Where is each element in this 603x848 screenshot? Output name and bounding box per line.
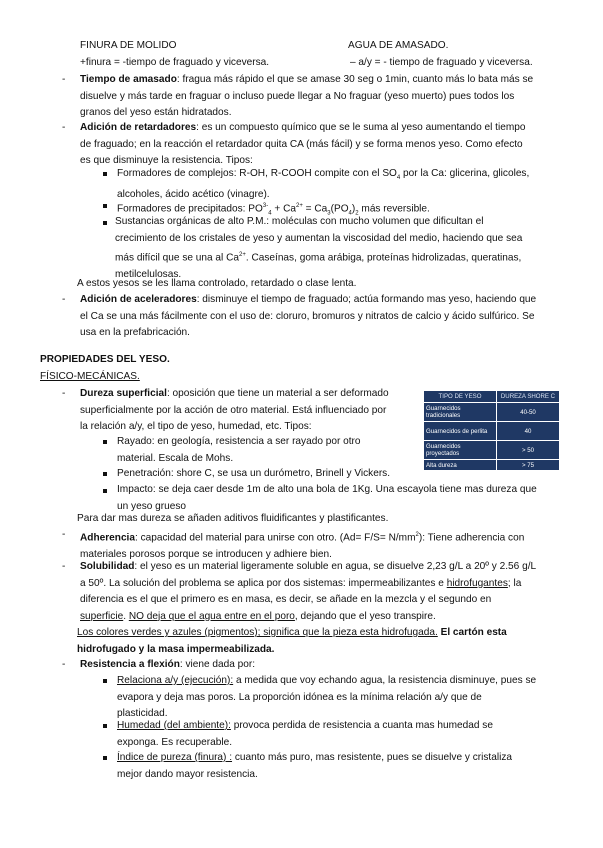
flexion-label: Resistencia a flexión <box>80 659 180 670</box>
tiempo-text: granos del yeso están hidratados. <box>80 107 232 118</box>
text: Formadores de precipitados: PO <box>117 203 263 215</box>
solubilidad-text: : el yeso es un material ligeramente soluble en agua, se disuelve 2,23 g/L a 20º y 2.56 g/L <box>134 561 537 572</box>
text: Penetración: shore C, se usa un durómetro, Brinell y Vickers. <box>117 468 391 479</box>
aceleradores-text: : disminuye el tiempo de fraguado; actúa formando mas yeso, haciendo que <box>196 294 537 305</box>
superscript: 3- <box>262 203 269 209</box>
text: exponga. Es recuperable. <box>117 736 233 748</box>
dureza-item <box>80 386 425 436</box>
retardadores-note: A estos yesos se les llama controlado, retardado o clase lenta. <box>77 278 357 289</box>
text: + Ca <box>271 203 296 215</box>
text: (PO <box>330 203 349 215</box>
retardadores-text: de fraguado; en la reacción el retardador quita CA (más fácil) y se forma menos yeso. Como efecto <box>80 138 523 150</box>
aceleradores-text: el Ca se una más fácilmente con el uso de: cloruro, bromuros y nitratos de calcio y ácido sulfúrico. Se <box>80 310 535 322</box>
pureza-subitem <box>117 750 582 783</box>
solubilidad-text: hidrofugantes <box>446 577 508 589</box>
text: Rayado: en geología, resistencia a ser rayado por otro <box>117 436 361 447</box>
solubilidad-note <box>77 625 582 658</box>
finura-line: +finura = -tiempo de fraguado y viceversa. <box>80 57 270 68</box>
dureza-text: : oposición que tiene un material a ser deformado <box>166 388 389 399</box>
humedad-subitem <box>117 718 582 751</box>
table-row <box>424 441 560 460</box>
table-cell: Guarnecidos proyectados <box>424 441 497 460</box>
table-cell: Alta dureza <box>424 460 497 471</box>
solubilidad-text: ; la <box>507 577 522 589</box>
subscript: 3 <box>327 210 331 217</box>
tiempo-label: Tiempo de amasado <box>80 74 177 85</box>
aceleradores-text: usa en la prefabricación. <box>80 327 190 338</box>
text: a medida que voy echando agua, la resistencia disminuye, pues se <box>233 675 537 686</box>
square-bullet <box>103 221 107 225</box>
square-bullet <box>103 724 107 728</box>
penetracion-subitem <box>117 466 417 483</box>
table-cell: Guarnecidos tradicionales <box>424 403 497 422</box>
solubilidad-label: Solubilidad <box>80 561 135 572</box>
dureza-note: Para dar mas dureza se añaden aditivos fluidificantes y plastificantes. <box>77 513 389 524</box>
dash-bullet: - <box>62 529 66 540</box>
retardadores-label: Adición de retardadores <box>80 122 197 133</box>
adherencia-item <box>80 527 580 563</box>
adherencia-text: ): Tiene adherencia con <box>418 532 525 544</box>
table-row <box>424 422 560 441</box>
solubilidad-text: , dejando que el yeso transpire. <box>294 610 436 622</box>
text: Sustancias orgánicas de alto P.M.: moléculas con mucho volumen que dificultan el <box>115 216 484 227</box>
aceleradores-label: Adición de aceleradores <box>80 294 197 305</box>
text: = Ca <box>302 203 328 215</box>
square-bullet <box>103 472 107 476</box>
subsection-title: FÍSICO-MECÁNICAS. <box>40 371 140 382</box>
tiempo-text: : fragua más rápido el que se amase 30 seg o 1min, cuanto más lo bata más se <box>176 74 534 85</box>
tiempo-text: disuelve y más tarde en fraguar o incluso puede llegar a No fraguar (yeso muerto) pues todos los <box>80 90 515 102</box>
subscript: 4 <box>348 210 352 217</box>
tiempo-amasado-item <box>80 72 580 122</box>
text: mejor dando mayor resistencia. <box>117 768 258 780</box>
text: Humedad (del ambiente): <box>117 720 231 731</box>
dash-bullet: - <box>62 74 66 85</box>
text: más reversible. <box>358 203 430 215</box>
organicas-subitem <box>115 214 580 283</box>
text: Formadores de complejos: R-OH, R-COOH compite con el SO <box>117 168 397 179</box>
square-bullet <box>103 489 107 493</box>
text: plasticidad. <box>117 708 168 719</box>
retardadores-item <box>80 120 580 170</box>
solubilidad-text: NO deja que el agua entre en el poro <box>128 610 295 622</box>
dash-bullet: - <box>62 659 66 670</box>
adherencia-label: Adherencia <box>80 532 135 544</box>
text: crecimiento de los cristales de yeso y aumentan la viscosidad del medio, haciendo que sea <box>115 232 523 244</box>
flexion-item <box>80 657 580 674</box>
solubilidad-text: diferencia es el que el primero es en masa, es decir, se añade en la mezcla y el segundo en <box>80 594 492 605</box>
relacion-subitem <box>117 673 582 723</box>
text: material. Escala de Mohs. <box>117 452 234 464</box>
square-bullet <box>103 679 107 683</box>
superscript: 2 <box>415 532 419 538</box>
text: por la Ca: glicerina, glicoles, <box>400 168 530 179</box>
text: Impacto: se deja caer desde 1m de alto una bola de 1Kg. Una escayola tiene mas dureza que <box>117 484 537 495</box>
text: cuanto más puro, mas resistente, pues se disuelve y cristaliza <box>232 752 512 763</box>
subscript: 2 <box>355 210 359 217</box>
retardadores-text: es que disminuye la resistencia. Tipos: <box>80 155 253 166</box>
dureza-shore-table <box>423 390 560 471</box>
text: alcoholes, ácido acético (vinagre). <box>117 188 270 200</box>
text: más difícil que se una al Ca <box>115 252 239 264</box>
dash-bullet: - <box>62 561 66 572</box>
dureza-text: la relación a/y, el tipo de yeso, humedad, etc. Tipos: <box>80 421 312 432</box>
dash-bullet: - <box>62 122 66 133</box>
table-cell: Guarnecidos de perlita <box>424 422 497 441</box>
retardadores-text: : es un compuesto químico que se le suma al yeso aumentando el tiempo <box>196 122 526 133</box>
text: . Caseínas, goma arábiga, proteínas hidrolizadas, queratinas, <box>245 252 522 264</box>
adherencia-text: : capacidad del material para unirse con otro. (Ad= F/S= N/mm <box>134 532 416 544</box>
flexion-text: : viene dada por: <box>179 659 256 670</box>
adherencia-text: materiales porosos porque se introducen y adhiere bien. <box>80 548 332 560</box>
heading-agua: AGUA DE AMASADO. <box>348 40 449 51</box>
text: El cartón esta <box>437 627 507 638</box>
superscript: 2+ <box>239 252 246 258</box>
square-bullet <box>103 204 107 208</box>
square-bullet <box>103 756 107 760</box>
subscript: 4 <box>396 175 401 182</box>
text: hidrofugado y la masa impermeabilizada. <box>77 643 275 655</box>
square-bullet <box>103 440 107 444</box>
text: Relaciona a/y (ejecución): <box>117 675 234 686</box>
table-cell: > 75 <box>497 460 560 471</box>
superscript: 2+ <box>295 203 303 209</box>
rayado-subitem <box>117 434 417 467</box>
solubilidad-item <box>80 559 580 625</box>
agua-line: – a/y = - tiempo de fraguado y viceversa. <box>350 57 533 68</box>
table-row <box>424 403 560 422</box>
square-bullet <box>103 172 107 176</box>
table-row <box>424 460 560 471</box>
table-cell: 40-50 <box>497 403 560 422</box>
solubilidad-text: superficie <box>80 610 124 622</box>
text: Los colores verdes y azules (pigmentos); significa que la pieza esta hidrofugada. <box>77 627 438 638</box>
dash-bullet: - <box>62 294 66 305</box>
subscript: 4 <box>268 210 272 217</box>
text: provoca perdida de resistencia a cuanta mas humedad se <box>230 720 493 731</box>
table-cell: 40 <box>497 422 560 441</box>
table-header: TIPO DE YESO <box>424 391 497 403</box>
table-cell: > 50 <box>497 441 560 460</box>
section-title: PROPIEDADES DEL YESO. <box>40 354 170 365</box>
solubilidad-text: a 50º. La solución del problema se aplica por dos sistemas: impermeabilizantes e <box>80 577 447 589</box>
dureza-label: Dureza superficial <box>80 388 167 399</box>
table-header: DUREZA SHORE C <box>497 391 560 403</box>
text: evapora y deja mas poros. La proporción idónea es la mínima relación a/y que de <box>117 691 482 703</box>
solubilidad-text: . <box>123 610 129 622</box>
text: ) <box>351 203 356 215</box>
text: metilcelulosas. <box>115 268 182 280</box>
text: un yeso grueso <box>117 500 187 512</box>
dureza-text: superficialmente por la acción de otro material. Está influenciado por <box>80 404 387 416</box>
aceleradores-item <box>80 292 580 342</box>
heading-finura: FINURA DE MOLIDO <box>80 40 177 51</box>
dash-bullet: - <box>62 388 66 399</box>
text: Índice de pureza (finura) : <box>117 752 233 763</box>
